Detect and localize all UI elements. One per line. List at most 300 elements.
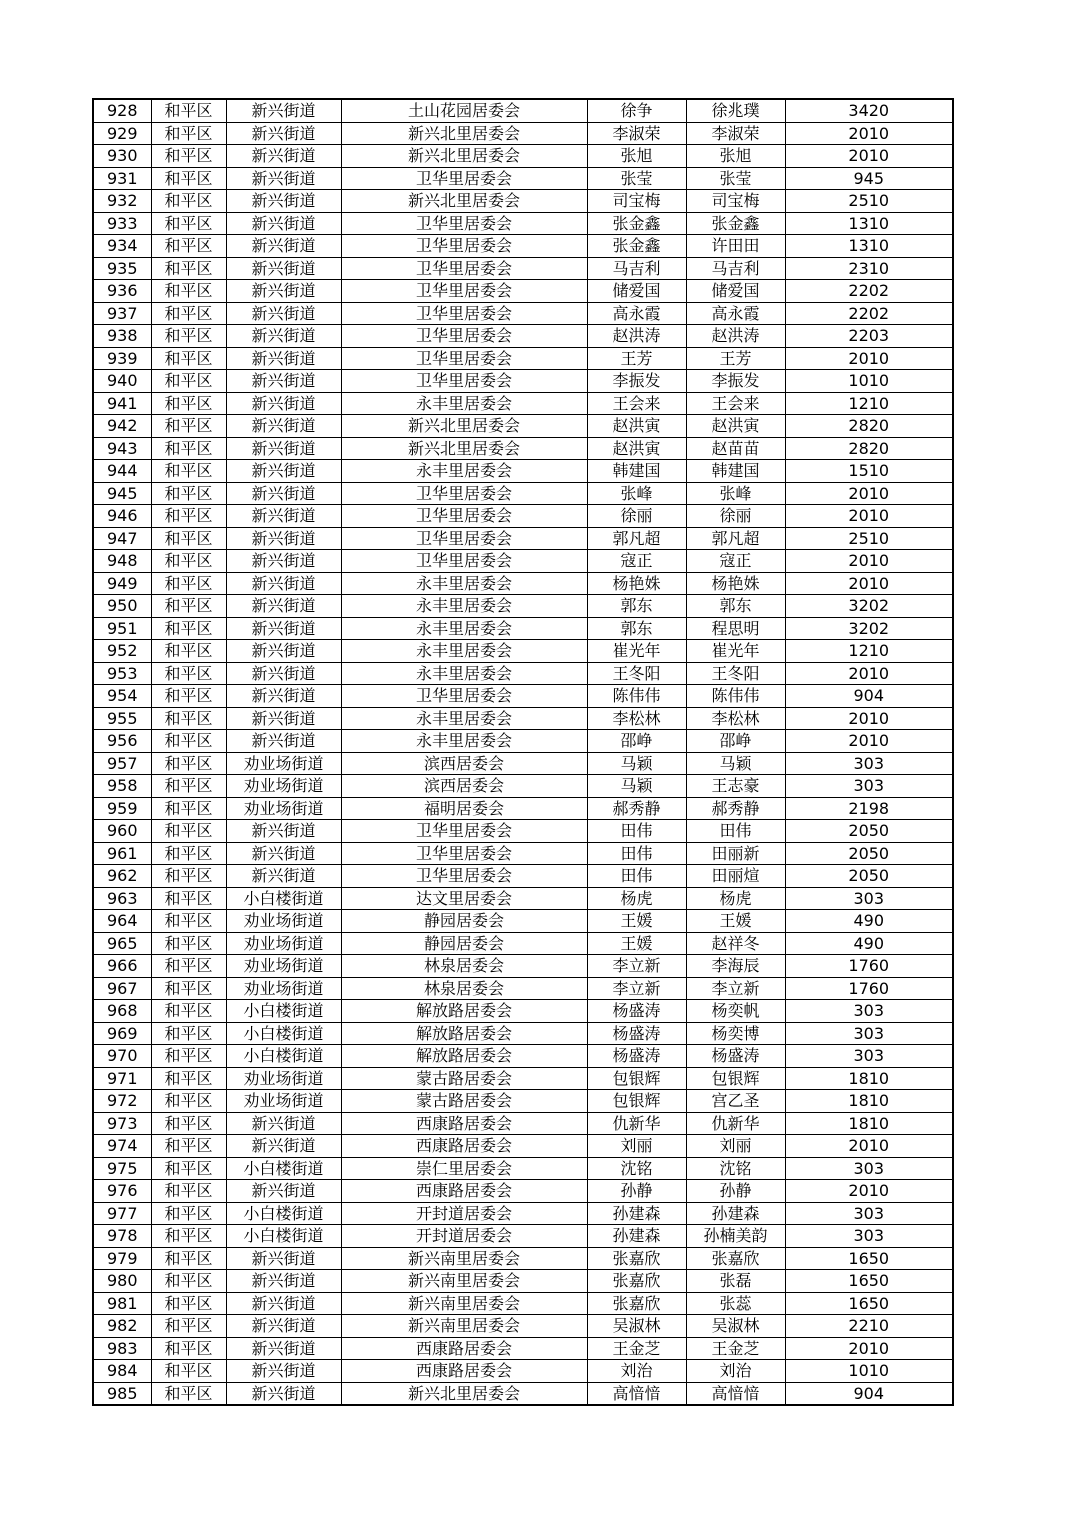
applicant-cell: 刘丽 [587,1135,686,1158]
member-cell: 程思明 [686,617,785,640]
amount-cell: 2210 [785,1315,953,1338]
street-cell: 劝业场街道 [226,932,341,955]
applicant-cell: 杨艳姝 [587,572,686,595]
street-cell: 新兴街道 [226,595,341,618]
row-number-cell: 957 [93,752,151,775]
row-number-cell: 947 [93,527,151,550]
committee-cell: 卫华里居委会 [341,235,587,258]
amount-cell: 2198 [785,797,953,820]
applicant-cell: 杨盛涛 [587,1022,686,1045]
row-number-cell: 977 [93,1202,151,1225]
district-cell: 和平区 [151,977,226,1000]
table-row [93,1000,953,1023]
district-cell: 和平区 [151,437,226,460]
committee-cell: 福明居委会 [341,797,587,820]
committee-cell: 开封道居委会 [341,1202,587,1225]
row-number-cell: 951 [93,617,151,640]
member-cell: 李振发 [686,370,785,393]
district-cell: 和平区 [151,572,226,595]
district-cell: 和平区 [151,1045,226,1068]
member-cell: 刘治 [686,1360,785,1383]
table-row [93,1135,953,1158]
street-cell: 新兴街道 [226,325,341,348]
table-row [93,797,953,820]
committee-cell: 卫华里居委会 [341,280,587,303]
applicant-cell: 崔光年 [587,640,686,663]
member-cell: 寇正 [686,550,785,573]
table-row [93,572,953,595]
amount-cell: 2510 [785,527,953,550]
amount-cell: 2050 [785,820,953,843]
member-cell: 张莹 [686,167,785,190]
member-cell: 张磊 [686,1270,785,1293]
applicant-cell: 李淑荣 [587,122,686,145]
table-row [93,955,953,978]
amount-cell: 2510 [785,190,953,213]
data-table [92,98,954,1406]
table-row [93,820,953,843]
row-number-cell: 934 [93,235,151,258]
amount-cell: 2010 [785,550,953,573]
amount-cell: 1010 [785,370,953,393]
row-number-cell: 964 [93,910,151,933]
district-cell: 和平区 [151,1202,226,1225]
district-cell: 和平区 [151,1180,226,1203]
committee-cell: 卫华里居委会 [341,820,587,843]
row-number-cell: 971 [93,1067,151,1090]
row-number-cell: 969 [93,1022,151,1045]
amount-cell: 303 [785,775,953,798]
street-cell: 新兴街道 [226,280,341,303]
table-row [93,707,953,730]
table-row [93,167,953,190]
row-number-cell: 981 [93,1292,151,1315]
table-row [93,1112,953,1135]
district-cell: 和平区 [151,235,226,258]
street-cell: 劝业场街道 [226,797,341,820]
committee-cell: 卫华里居委会 [341,370,587,393]
applicant-cell: 储爱国 [587,280,686,303]
applicant-cell: 杨盛涛 [587,1045,686,1068]
table-row [93,887,953,910]
applicant-cell: 包银辉 [587,1067,686,1090]
table-row [93,257,953,280]
street-cell: 新兴街道 [226,1360,341,1383]
member-cell: 田丽新 [686,842,785,865]
row-number-cell: 929 [93,122,151,145]
district-cell: 和平区 [151,280,226,303]
table-body [93,99,953,1405]
district-cell: 和平区 [151,505,226,528]
applicant-cell: 李松林 [587,707,686,730]
amount-cell: 1760 [785,955,953,978]
member-cell: 孙建森 [686,1202,785,1225]
district-cell: 和平区 [151,865,226,888]
street-cell: 新兴街道 [226,167,341,190]
district-cell: 和平区 [151,1090,226,1113]
row-number-cell: 943 [93,437,151,460]
street-cell: 小白楼街道 [226,1000,341,1023]
district-cell: 和平区 [151,1292,226,1315]
member-cell: 田伟 [686,820,785,843]
member-cell: 郝秀静 [686,797,785,820]
street-cell: 新兴街道 [226,842,341,865]
district-cell: 和平区 [151,257,226,280]
committee-cell: 新兴北里居委会 [341,1382,587,1405]
district-cell: 和平区 [151,820,226,843]
table-row [93,1225,953,1248]
member-cell: 徐兆璞 [686,99,785,122]
row-number-cell: 970 [93,1045,151,1068]
street-cell: 新兴街道 [226,415,341,438]
amount-cell: 2010 [785,572,953,595]
district-cell: 和平区 [151,932,226,955]
district-cell: 和平区 [151,1022,226,1045]
street-cell: 小白楼街道 [226,1045,341,1068]
table-row [93,932,953,955]
member-cell: 仇新华 [686,1112,785,1135]
row-number-cell: 956 [93,730,151,753]
member-cell: 徐丽 [686,505,785,528]
amount-cell: 303 [785,1022,953,1045]
street-cell: 新兴街道 [226,572,341,595]
table-row [93,1067,953,1090]
row-number-cell: 953 [93,662,151,685]
street-cell: 新兴街道 [226,460,341,483]
applicant-cell: 张莹 [587,167,686,190]
row-number-cell: 984 [93,1360,151,1383]
district-cell: 和平区 [151,1337,226,1360]
member-cell: 赵洪寅 [686,415,785,438]
table-row [93,617,953,640]
committee-cell: 新兴北里居委会 [341,122,587,145]
applicant-cell: 李立新 [587,977,686,1000]
table-row [93,730,953,753]
table-row [93,99,953,122]
committee-cell: 新兴北里居委会 [341,437,587,460]
applicant-cell: 吴淑林 [587,1315,686,1338]
applicant-cell: 张嘉欣 [587,1270,686,1293]
amount-cell: 1210 [785,640,953,663]
table-row [93,550,953,573]
committee-cell: 卫华里居委会 [341,302,587,325]
committee-cell: 滨西居委会 [341,775,587,798]
street-cell: 劝业场街道 [226,752,341,775]
member-cell: 宫乙圣 [686,1090,785,1113]
table-row [93,1382,953,1405]
row-number-cell: 948 [93,550,151,573]
table-row [93,685,953,708]
applicant-cell: 马颖 [587,752,686,775]
district-cell: 和平区 [151,1247,226,1270]
amount-cell: 303 [785,752,953,775]
amount-cell: 2050 [785,865,953,888]
table-row [93,302,953,325]
applicant-cell: 高愔愔 [587,1382,686,1405]
table-row [93,1022,953,1045]
applicant-cell: 高永霞 [587,302,686,325]
applicant-cell: 徐争 [587,99,686,122]
member-cell: 马吉利 [686,257,785,280]
amount-cell: 2010 [785,730,953,753]
applicant-cell: 张金鑫 [587,212,686,235]
member-cell: 王会来 [686,392,785,415]
row-number-cell: 972 [93,1090,151,1113]
table-row [93,1180,953,1203]
applicant-cell: 赵洪寅 [587,415,686,438]
district-cell: 和平区 [151,685,226,708]
amount-cell: 1010 [785,1360,953,1383]
table-row [93,977,953,1000]
street-cell: 新兴街道 [226,235,341,258]
applicant-cell: 赵洪涛 [587,325,686,348]
table-row [93,1360,953,1383]
applicant-cell: 田伟 [587,820,686,843]
member-cell: 孙静 [686,1180,785,1203]
committee-cell: 卫华里居委会 [341,212,587,235]
street-cell: 新兴街道 [226,820,341,843]
table-row [93,1292,953,1315]
row-number-cell: 950 [93,595,151,618]
table-row [93,482,953,505]
district-cell: 和平区 [151,1000,226,1023]
street-cell: 新兴街道 [226,707,341,730]
amount-cell: 2050 [785,842,953,865]
street-cell: 劝业场街道 [226,955,341,978]
street-cell: 新兴街道 [226,190,341,213]
row-number-cell: 960 [93,820,151,843]
table-row [93,752,953,775]
district-cell: 和平区 [151,370,226,393]
district-cell: 和平区 [151,887,226,910]
row-number-cell: 937 [93,302,151,325]
district-cell: 和平区 [151,482,226,505]
applicant-cell: 韩建国 [587,460,686,483]
member-cell: 杨奕博 [686,1022,785,1045]
member-cell: 刘丽 [686,1135,785,1158]
member-cell: 郭凡超 [686,527,785,550]
committee-cell: 卫华里居委会 [341,257,587,280]
street-cell: 新兴街道 [226,527,341,550]
amount-cell: 2010 [785,1337,953,1360]
row-number-cell: 965 [93,932,151,955]
amount-cell: 1210 [785,392,953,415]
table-row [93,415,953,438]
row-number-cell: 979 [93,1247,151,1270]
amount-cell: 945 [785,167,953,190]
street-cell: 劝业场街道 [226,1090,341,1113]
street-cell: 新兴街道 [226,1315,341,1338]
committee-cell: 永丰里居委会 [341,595,587,618]
row-number-cell: 967 [93,977,151,1000]
district-cell: 和平区 [151,752,226,775]
amount-cell: 1650 [785,1292,953,1315]
committee-cell: 解放路居委会 [341,1045,587,1068]
applicant-cell: 郭东 [587,595,686,618]
committee-cell: 达文里居委会 [341,887,587,910]
district-cell: 和平区 [151,460,226,483]
row-number-cell: 968 [93,1000,151,1023]
member-cell: 李立新 [686,977,785,1000]
committee-cell: 永丰里居委会 [341,460,587,483]
street-cell: 新兴街道 [226,302,341,325]
member-cell: 赵洪涛 [686,325,785,348]
applicant-cell: 田伟 [587,865,686,888]
table-row [93,1247,953,1270]
member-cell: 高愔愔 [686,1382,785,1405]
applicant-cell: 沈铭 [587,1157,686,1180]
district-cell: 和平区 [151,955,226,978]
table-row [93,460,953,483]
district-cell: 和平区 [151,325,226,348]
amount-cell: 904 [785,685,953,708]
table-row [93,145,953,168]
member-cell: 张金鑫 [686,212,785,235]
member-cell: 李松林 [686,707,785,730]
table-row [93,190,953,213]
applicant-cell: 杨虎 [587,887,686,910]
district-cell: 和平区 [151,730,226,753]
amount-cell: 2010 [785,1180,953,1203]
applicant-cell: 李振发 [587,370,686,393]
row-number-cell: 976 [93,1180,151,1203]
street-cell: 劝业场街道 [226,977,341,1000]
street-cell: 劝业场街道 [226,775,341,798]
street-cell: 新兴街道 [226,1270,341,1293]
row-number-cell: 973 [93,1112,151,1135]
member-cell: 王冬阳 [686,662,785,685]
applicant-cell: 刘治 [587,1360,686,1383]
committee-cell: 卫华里居委会 [341,550,587,573]
applicant-cell: 寇正 [587,550,686,573]
applicant-cell: 王媛 [587,932,686,955]
district-cell: 和平区 [151,775,226,798]
table-row [93,527,953,550]
committee-cell: 静园居委会 [341,932,587,955]
applicant-cell: 王芳 [587,347,686,370]
street-cell: 新兴街道 [226,1382,341,1405]
amount-cell: 1810 [785,1112,953,1135]
member-cell: 沈铭 [686,1157,785,1180]
amount-cell: 2202 [785,280,953,303]
applicant-cell: 王媛 [587,910,686,933]
row-number-cell: 980 [93,1270,151,1293]
applicant-cell: 田伟 [587,842,686,865]
committee-cell: 永丰里居委会 [341,392,587,415]
district-cell: 和平区 [151,1270,226,1293]
applicant-cell: 张嘉欣 [587,1247,686,1270]
table-row [93,842,953,865]
member-cell: 赵祥冬 [686,932,785,955]
committee-cell: 西康路居委会 [341,1337,587,1360]
table-row [93,370,953,393]
amount-cell: 303 [785,1045,953,1068]
member-cell: 陈伟伟 [686,685,785,708]
amount-cell: 2010 [785,347,953,370]
applicant-cell: 邵峥 [587,730,686,753]
district-cell: 和平区 [151,617,226,640]
member-cell: 储爱国 [686,280,785,303]
row-number-cell: 975 [93,1157,151,1180]
row-number-cell: 938 [93,325,151,348]
applicant-cell: 徐丽 [587,505,686,528]
amount-cell: 2820 [785,415,953,438]
amount-cell: 1760 [785,977,953,1000]
committee-cell: 解放路居委会 [341,1000,587,1023]
table-row [93,1157,953,1180]
applicant-cell: 张嘉欣 [587,1292,686,1315]
district-cell: 和平区 [151,415,226,438]
member-cell: 杨虎 [686,887,785,910]
applicant-cell: 张峰 [587,482,686,505]
member-cell: 王芳 [686,347,785,370]
district-cell: 和平区 [151,302,226,325]
committee-cell: 静园居委会 [341,910,587,933]
district-cell: 和平区 [151,1382,226,1405]
row-number-cell: 942 [93,415,151,438]
applicant-cell: 郭东 [587,617,686,640]
table-row [93,505,953,528]
amount-cell: 1810 [785,1090,953,1113]
row-number-cell: 931 [93,167,151,190]
table-row [93,1270,953,1293]
applicant-cell: 王金芝 [587,1337,686,1360]
committee-cell: 西康路居委会 [341,1135,587,1158]
member-cell: 赵苗苗 [686,437,785,460]
row-number-cell: 952 [93,640,151,663]
row-number-cell: 941 [93,392,151,415]
row-number-cell: 962 [93,865,151,888]
district-cell: 和平区 [151,1315,226,1338]
district-cell: 和平区 [151,1135,226,1158]
table-row [93,1045,953,1068]
street-cell: 新兴街道 [226,370,341,393]
applicant-cell: 包银辉 [587,1090,686,1113]
amount-cell: 303 [785,1157,953,1180]
street-cell: 新兴街道 [226,550,341,573]
member-cell: 司宝梅 [686,190,785,213]
amount-cell: 2203 [785,325,953,348]
street-cell: 新兴街道 [226,1337,341,1360]
applicant-cell: 孙静 [587,1180,686,1203]
district-cell: 和平区 [151,1360,226,1383]
member-cell: 马颖 [686,752,785,775]
table-row [93,775,953,798]
street-cell: 新兴街道 [226,730,341,753]
row-number-cell: 932 [93,190,151,213]
applicant-cell: 郭凡超 [587,527,686,550]
member-cell: 邵峥 [686,730,785,753]
district-cell: 和平区 [151,392,226,415]
row-number-cell: 944 [93,460,151,483]
table-row [93,1090,953,1113]
committee-cell: 永丰里居委会 [341,707,587,730]
committee-cell: 卫华里居委会 [341,325,587,348]
street-cell: 新兴街道 [226,1247,341,1270]
row-number-cell: 983 [93,1337,151,1360]
row-number-cell: 936 [93,280,151,303]
row-number-cell: 978 [93,1225,151,1248]
committee-cell: 卫华里居委会 [341,167,587,190]
applicant-cell: 马颖 [587,775,686,798]
street-cell: 小白楼街道 [226,887,341,910]
row-number-cell: 974 [93,1135,151,1158]
committee-cell: 卫华里居委会 [341,842,587,865]
member-cell: 孙楠美韵 [686,1225,785,1248]
applicant-cell: 王会来 [587,392,686,415]
amount-cell: 2310 [785,257,953,280]
committee-cell: 开封道居委会 [341,1225,587,1248]
